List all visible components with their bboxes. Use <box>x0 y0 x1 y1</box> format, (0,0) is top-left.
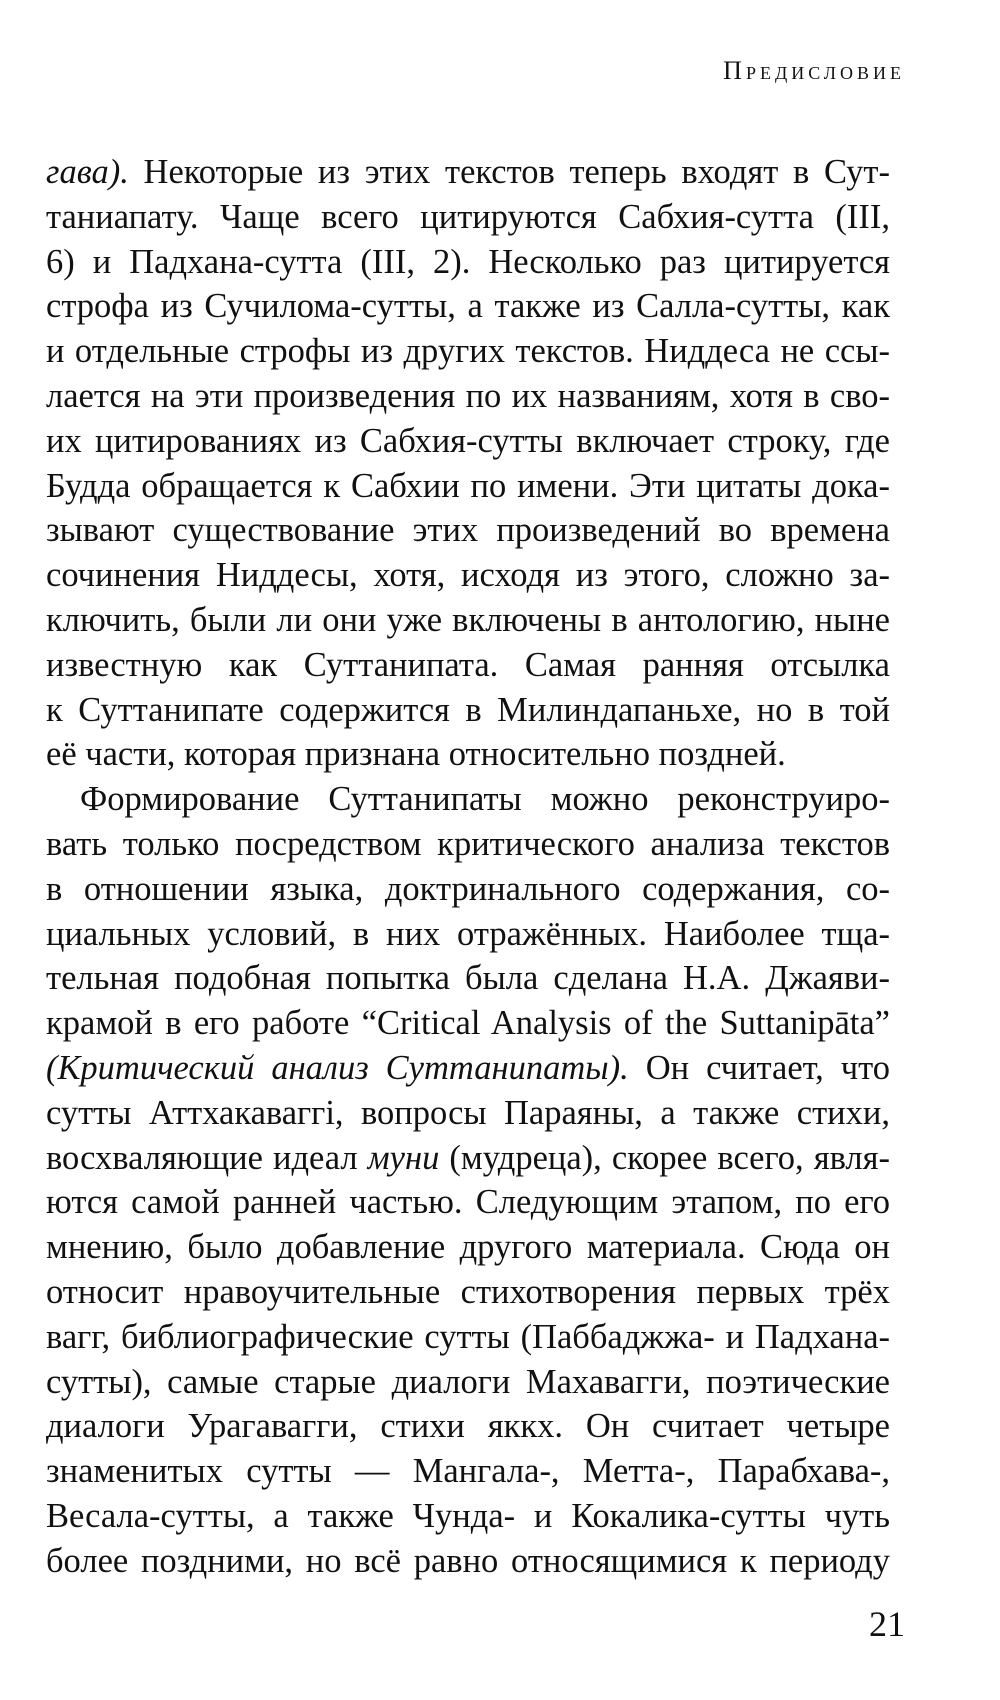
text-segment: Некоторые из этих текстов теперь входят в Сут- <box>128 153 890 191</box>
text-segment: Весала-сутты, а также Чунда- и Кокалика-сутты чуть <box>46 1496 890 1535</box>
text-line <box>46 777 890 822</box>
text-line <box>46 912 890 957</box>
text-line <box>46 150 890 195</box>
text-line <box>46 374 890 419</box>
page-number: 21 <box>869 1604 905 1644</box>
text-line <box>46 822 890 867</box>
text-segment: зывают существование этих произведений во времена <box>46 511 890 550</box>
text-segment: лается на эти произведения по их названиям, хотя в сво- <box>46 376 890 415</box>
text-segment: мнению, было добавление другого материала. Сюда он <box>46 1228 890 1267</box>
text-segment: крамой в его работе “Critical Analysis of the Suttanipāta” <box>46 1004 890 1043</box>
text-line <box>46 643 890 688</box>
text-line <box>46 1315 890 1360</box>
text-segment: восхваляющие идеал <box>46 1138 368 1177</box>
text-line <box>46 956 890 1001</box>
text-segment: сутты Аттхакаваггi, вопросы Параяны, а также стихи, <box>46 1093 890 1132</box>
text-line <box>46 1449 890 1494</box>
text-segment: знаменитых сутты — Мангала-, Метта-, Парабхава-, <box>46 1452 890 1491</box>
text-segment: сутты), самые старые диалоги Махавагги, поэтические <box>46 1362 890 1401</box>
text-segment: ются самой ранней частью. Следующим этапом, по его <box>46 1183 890 1222</box>
body-text <box>46 150 890 1584</box>
text-line <box>46 508 890 553</box>
paragraph <box>46 150 890 777</box>
text-segment: таниапату. Чаще всего цитируются Сабхия-сутта (III, <box>46 197 890 236</box>
text-segment: 6) и Падхана-сутта (III, 2). Несколько раз цитируется <box>46 242 890 281</box>
text-segment: более поздними, но всё равно относящимися к периоду <box>46 1541 890 1580</box>
text-segment: относит нравоучительные стихотворения первых трёх <box>46 1272 890 1311</box>
text-line <box>46 1539 890 1584</box>
text-segment: тельная подобная попытка была сделана Н.А. Джаяви- <box>46 959 890 998</box>
text-segment: Будда обращается к Сабхии по имени. Эти цитаты дока- <box>46 466 890 505</box>
italic-segment: (Критический анализ Суттанипаты). <box>46 1048 629 1087</box>
text-line <box>46 419 890 464</box>
paragraph <box>46 777 890 1583</box>
text-segment: циальных условий, в них отражённых. Наиболее тща- <box>46 914 890 953</box>
text-segment: Он считает, что <box>628 1048 890 1087</box>
text-line <box>46 553 890 598</box>
italic-segment: муни <box>367 1138 440 1177</box>
text-line <box>46 1225 890 1270</box>
text-line <box>46 1404 890 1449</box>
text-line <box>46 1136 890 1181</box>
text-line <box>46 732 890 777</box>
text-line <box>46 195 890 240</box>
text-line <box>46 1091 890 1136</box>
text-segment: вать только посредством критического анализа текстов <box>46 824 890 863</box>
text-segment: и отдельные строфы из других текстов. Ниддеса не ссы- <box>46 332 890 371</box>
text-segment: их цитированиях из Сабхия-сутты включает строку, где <box>46 421 890 460</box>
text-segment: Формирование Суттанипаты можно реконструиро- <box>80 780 890 819</box>
text-line <box>46 1360 890 1405</box>
text-line <box>46 240 890 285</box>
text-segment: строфа из Сучилома-сутты, а также из Салла-сутты, как <box>46 287 890 326</box>
text-line <box>46 329 890 374</box>
text-segment: известную как Суттанипата. Самая ранняя отсылка <box>46 645 890 684</box>
text-line <box>46 1180 890 1225</box>
text-line <box>46 284 890 329</box>
text-line <box>46 1494 890 1539</box>
italic-segment: гава). <box>46 153 129 191</box>
text-line <box>46 867 890 912</box>
running-header: Предисловие <box>723 56 905 85</box>
text-line <box>46 1001 890 1046</box>
text-line <box>46 1270 890 1315</box>
text-segment: диалоги Урагавагги, стихи яккх. Он считает четыре <box>46 1407 890 1446</box>
text-segment: к Суттанипате содержится в Милиндапаньхе, но в той <box>46 690 890 729</box>
text-line <box>46 598 890 643</box>
text-segment: в отношении языка, доктринального содержания, со- <box>46 869 890 908</box>
text-segment: ключить, были ли они уже включены в антологию, ныне <box>46 600 890 639</box>
text-segment: вагг, библиографические сутты (Паббаджжа- и Падхана- <box>46 1317 890 1356</box>
text-line <box>46 464 890 509</box>
text-line <box>46 688 890 733</box>
text-segment: сочинения Ниддесы, хотя, исходя из этого, сложно за- <box>46 556 890 595</box>
text-segment: (мудреца), скорее всего, явля- <box>439 1138 890 1177</box>
text-segment: её части, которая признана относительно поздней. <box>46 735 786 774</box>
text-line <box>46 1046 890 1091</box>
